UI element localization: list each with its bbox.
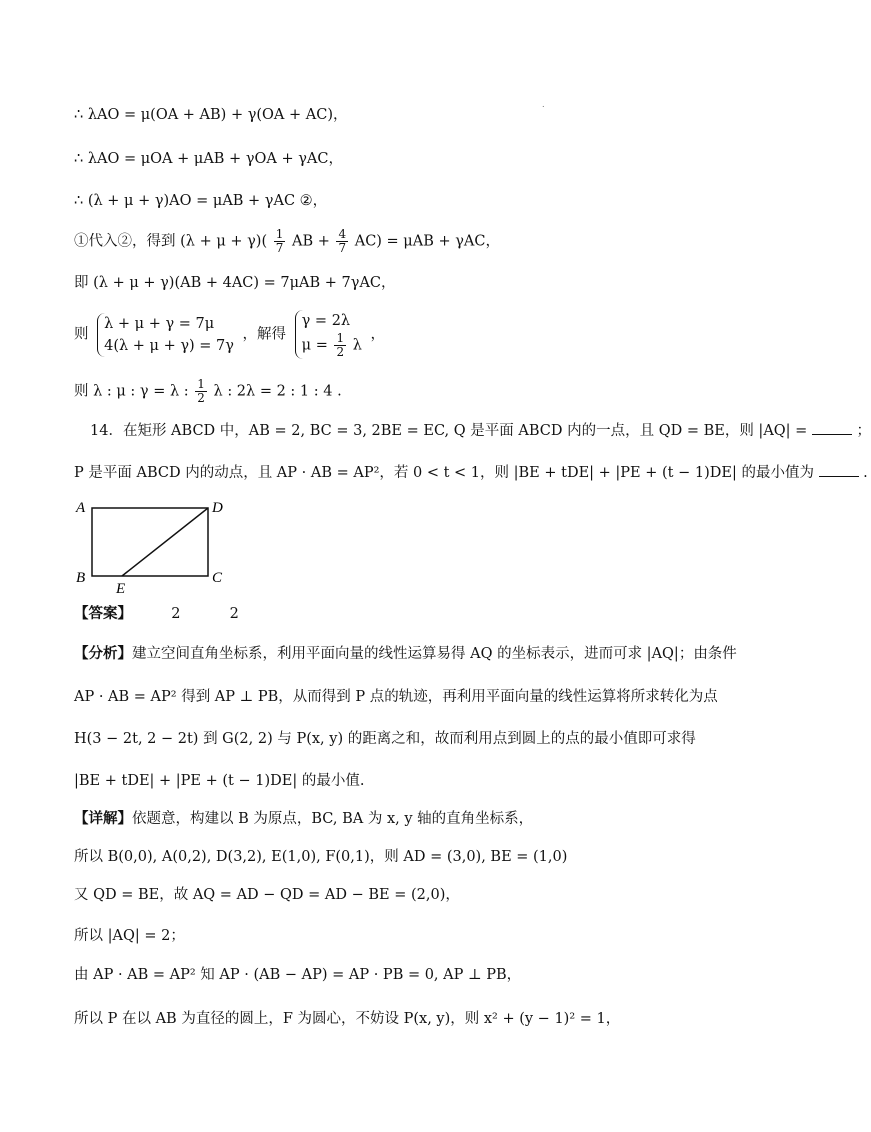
fraction-1-7 (274, 228, 286, 255)
problem-14-end: ； (856, 423, 871, 439)
label-c: C (212, 570, 223, 586)
derivation-line-2: ∴ λAO = μOA + μAB + γOA + γAC， (74, 151, 343, 167)
system1-eq-a: λ + μ + γ = 7μ (104, 315, 215, 332)
label-e: E (116, 581, 126, 597)
answer-value-1: 2 (171, 606, 181, 622)
derivation-line-3: ∴ (λ + μ + γ)AO = μAB + γAC ②， (74, 193, 328, 209)
system2-eq-b (302, 332, 362, 359)
detail-line-3: 又 QD = BE，故 AQ = AD − QD = AD − BE = (2,0)， (74, 887, 460, 903)
line7-suffix: λ : 2λ = 2 : 1 : 4 . (213, 383, 342, 400)
detail-line-2: 所以 B(0,0), A(0,2), D(3,2), E(1,0), F(0,1)，则 AD = (3,0), BE = (1,0) (74, 849, 568, 865)
fraction-numerator: 1 (197, 377, 205, 391)
label-d: D (212, 500, 223, 516)
answer-blank-2 (819, 462, 859, 477)
equation-system-1 (97, 313, 234, 357)
detail-line-1 (74, 808, 533, 830)
detail-label: 【详解】 (74, 810, 132, 827)
problem-14-text: 14．在矩形 ABCD 中，AB = 2, BC = 3, 2BE = EC, Q 是平面 ABCD 内的一点，且 QD = BE，则 |AQ| = (90, 423, 808, 439)
line7-prefix: 则 λ : μ : γ = λ : (74, 383, 189, 400)
derivation-line-4 (74, 228, 500, 255)
analysis-line-4: |BE + tDE| + |PE + (t − 1)DE| 的最小值. (74, 773, 365, 789)
answer-value-2: 2 (229, 606, 239, 622)
label-a: A (76, 500, 86, 516)
line6-end: ， (370, 326, 386, 343)
detail-line-4: 所以 |AQ| = 2； (74, 928, 185, 944)
fraction-denominator: 2 (197, 391, 205, 405)
line4-expr: (λ + μ + γ)( (180, 233, 268, 250)
answer-line (74, 603, 239, 625)
rectangle-figure (74, 496, 234, 596)
answer-blank-1 (812, 420, 852, 435)
system2-eq-b-prefix: μ = (301, 337, 328, 354)
derivation-line-1: ∴ λAO = μ(OA + AB) + γ(OA + AC)， (74, 107, 348, 123)
system2-eq-a: γ = 2λ (301, 313, 351, 329)
analysis-label: 【分析】 (74, 645, 132, 662)
problem-14-line-1 (90, 420, 871, 442)
fraction-numerator: 4 (338, 227, 347, 241)
analysis-line-3: H(3 − 2t, 2 − 2t) 到 G(2, 2) 与 P(x, y) 的距离之和，故而利用点到圆上的点的最小值即可求得 (74, 731, 696, 747)
fraction-numerator: 1 (336, 331, 345, 345)
analysis-line-2: AP · AB = AP² 得到 AP ⊥ PB，从而得到 P 点的轨迹，再利用平面向量的线性运算将所求转化为点 (74, 689, 718, 705)
system1-eq-b: 4(λ + μ + γ) = 7γ (104, 337, 234, 354)
fraction-denominator: 7 (338, 241, 347, 255)
derivation-line-7 (74, 378, 342, 405)
problem-14-line-2 (74, 462, 868, 484)
line6-prefix: 则 (74, 326, 89, 343)
problem-14-end-2: . (863, 465, 868, 481)
fraction-denominator: 2 (336, 345, 345, 359)
stray-mark: . (542, 100, 545, 109)
detail-line-6: 所以 P 在以 AB 为直径的圆上，F 为圆心，不妨设 P(x, y)，则 x² + (y − 1)² = 1， (74, 1011, 621, 1027)
segment-de (122, 508, 208, 576)
answer-label: 【答案】 (74, 605, 132, 622)
fraction-1-2 (334, 332, 346, 359)
derivation-line-6 (74, 310, 385, 359)
line4-prefix: ①代入②，得到 (74, 233, 176, 250)
detail-text-1: 依题意，构建以 B 为原点，BC, BA 为 x, y 轴的直角坐标系， (132, 811, 534, 827)
detail-line-5: 由 AP · AB = AP² 知 AP · (AB − AP) = AP · PB = 0, AP ⊥ PB， (74, 967, 522, 983)
fraction-4-7 (336, 228, 348, 255)
rectangle-abcd (92, 508, 208, 576)
fraction-1-2 (195, 378, 207, 405)
line4-mid: AB + (291, 233, 330, 250)
system2-eq-b-suffix: λ (352, 337, 362, 354)
derivation-line-5: 即 (λ + μ + γ)(AB + 4AC) = 7μAB + 7γAC， (74, 275, 396, 291)
line6-mid: ，解得 (242, 326, 287, 343)
line4-tail: AC) = μAB + γAC， (354, 233, 500, 250)
analysis-line-1 (74, 643, 737, 665)
equation-system-2 (295, 310, 362, 359)
label-b: B (76, 570, 86, 586)
fraction-denominator: 7 (275, 241, 284, 255)
analysis-text-1: 建立空间直角坐标系，利用平面向量的线性运算易得 AQ 的坐标表示，进而可求 |AQ|；由条件 (132, 646, 737, 662)
problem-14-text-2: P 是平面 ABCD 内的动点，且 AP · AB = AP²，若 0 < t < 1，则 |BE + tDE| + |PE + (t − 1)DE| 的最小值为 (74, 465, 814, 481)
fraction-numerator: 1 (275, 227, 284, 241)
